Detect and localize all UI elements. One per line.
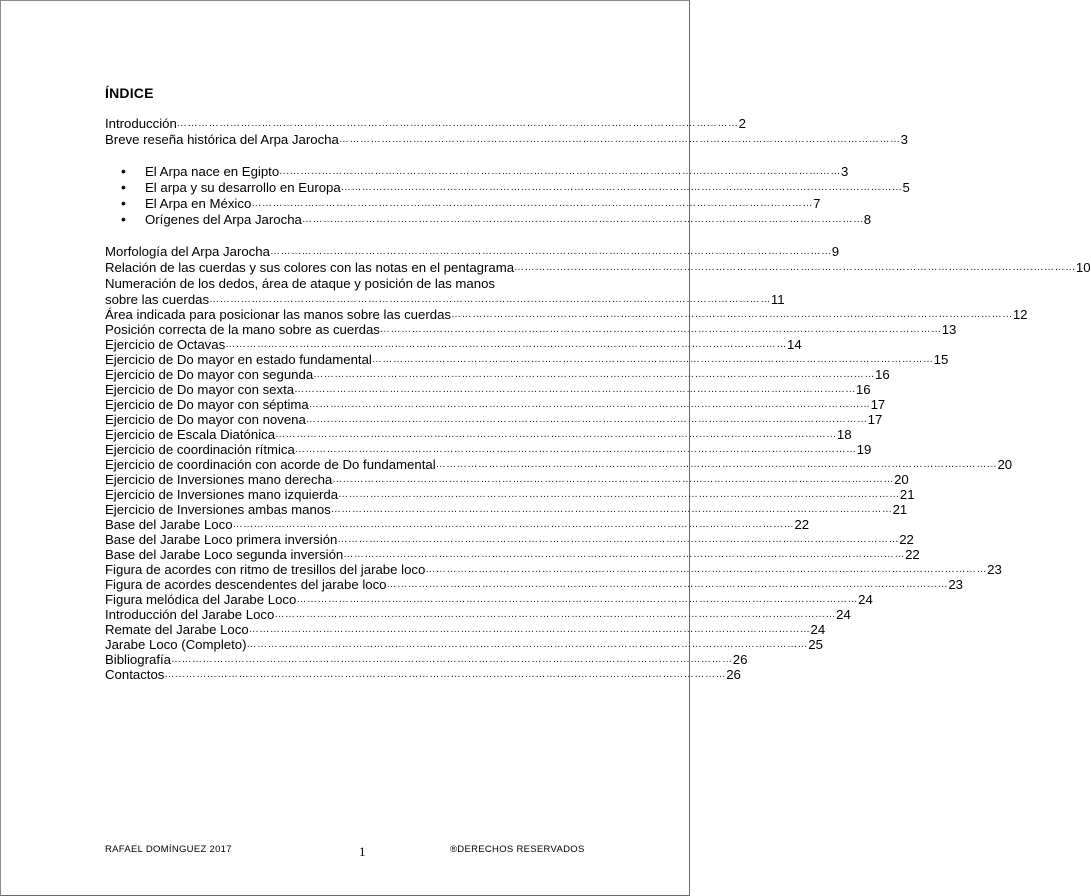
toc-entry <box>105 652 748 667</box>
toc-entry-page: 21 <box>899 487 915 502</box>
toc-subentry <box>121 211 872 227</box>
dot-leader: …………………………………………………………………………………………………………………………………………… <box>386 579 949 590</box>
dot-leader: …………………………………………………………………………………………………………………………………………… <box>269 246 832 257</box>
dot-leader: …………………………………………………………………………………………………………………………………………… <box>225 339 788 350</box>
toc-entry <box>105 322 957 337</box>
toc-entry <box>105 292 785 307</box>
page-title: ÍNDICE <box>105 85 154 101</box>
bullet-icon: • <box>121 195 126 211</box>
toc-entry-page: 22 <box>905 547 920 562</box>
toc-entry-label: Breve reseña histórica del Arpa Jarocha <box>105 132 339 147</box>
dot-leader: …………………………………………………………………………………………………………………………………………… <box>425 564 988 575</box>
dot-leader: …………………………………………………………………………………………………………………………………………… <box>301 214 864 225</box>
toc-entry-page: 26 <box>732 652 748 667</box>
toc-entry-label: Ejercicio de Do mayor con sexta <box>105 382 295 397</box>
dot-leader: …………………………………………………………………………………………………………………………………………… <box>274 609 837 620</box>
toc-entry-page: 16 <box>855 382 871 397</box>
toc-entry-label: Ejercicio de coordinación rítmica <box>105 442 295 457</box>
toc-entry <box>105 116 746 131</box>
toc-entry <box>105 412 883 427</box>
toc-entry <box>105 337 802 352</box>
toc-entry-label: Relación de las cuerdas y sus colores con las notas en el pentagrama <box>105 260 515 275</box>
toc-entry <box>105 607 851 622</box>
toc-entry-label: Figura de acordes descendentes del jarabe loco <box>105 577 387 592</box>
dot-leader: …………………………………………………………………………………………………………………………………………… <box>176 118 739 129</box>
dot-leader: …………………………………………………………………………………………………………………………………………… <box>313 369 875 380</box>
toc-entry-label: Ejercicio de Inversiones mano izquierda <box>105 487 339 502</box>
toc-entry-page: 24 <box>836 607 851 622</box>
toc-entry-label: Ejercicio de coordinación con acorde de Do fundamental <box>105 457 436 472</box>
toc-entry-label: Remate del Jarabe Loco <box>105 622 249 637</box>
toc-entry-page: 24 <box>810 622 826 637</box>
toc-entry <box>105 367 890 382</box>
toc-entry-page: 17 <box>867 412 883 427</box>
toc-entry-label: Posición correcta de la mano sobre as cuerdas <box>105 322 380 337</box>
toc-entry-page: 22 <box>899 532 914 547</box>
dot-leader: …………………………………………………………………………………………………………………………………………… <box>337 534 900 545</box>
bullet-icon: • <box>121 163 126 179</box>
dot-leader: …………………………………………………………………………………………………………………………………………… <box>330 504 893 515</box>
toc-entry <box>105 592 873 607</box>
toc-entry-page: 25 <box>808 637 823 652</box>
toc-entry <box>105 427 852 442</box>
toc-entry-label: Ejercicio de Do mayor en estado fundamental <box>105 352 372 367</box>
toc-entry-label: Orígenes del Arpa Jarocha <box>145 212 302 227</box>
toc-entry: Numeración de los dedos, área de ataque y posición de las manos <box>105 276 496 291</box>
dot-leader: …………………………………………………………………………………………………………………………………………… <box>371 354 934 365</box>
toc-entry-page: 12 <box>1012 307 1028 322</box>
toc-entry-label: Ejercicio de Inversiones mano derecha <box>105 472 333 487</box>
dot-leader: …………………………………………………………………………………………………………………………………………… <box>451 309 1013 320</box>
toc-entry-label: Base del Jarabe Loco primera inversión <box>105 532 338 547</box>
toc-entry <box>105 532 914 547</box>
toc-entry-label: Ejercicio de Do mayor con séptima <box>105 397 309 412</box>
toc-entry <box>105 382 871 397</box>
toc-entry <box>105 260 1091 275</box>
toc-entry-page: 13 <box>941 322 957 337</box>
toc-entry-page: 2 <box>738 116 746 131</box>
toc-entry-label: Contactos <box>105 667 165 682</box>
toc-entry <box>105 307 1028 322</box>
toc-entry-label: Figura de acordes con ritmo de tresillos del jarabe loco <box>105 562 426 577</box>
dot-leader: …………………………………………………………………………………………………………………………………………… <box>338 134 901 145</box>
toc-subentry <box>121 195 821 211</box>
toc-entry-page: 3 <box>840 164 849 179</box>
toc-entry-label: Ejercicio de Do mayor con segunda <box>105 367 314 382</box>
toc-entry-page: 18 <box>836 427 852 442</box>
toc-entry <box>105 442 872 457</box>
dot-leader: …………………………………………………………………………………………………………………………………………… <box>275 429 837 440</box>
dot-leader: …………………………………………………………………………………………………………………………………………… <box>279 166 841 177</box>
toc-entry-page: 23 <box>987 562 1002 577</box>
toc-entry-page: 7 <box>813 196 821 211</box>
toc-entry-page: 24 <box>858 592 873 607</box>
dot-leader: …………………………………………………………………………………………………………………………………………… <box>209 294 771 305</box>
toc-entry-label: Bibliografía <box>105 652 171 667</box>
toc-entry-label: El Arpa en México <box>145 196 252 211</box>
toc-entry-label: Base del Jarabe Loco <box>105 517 233 532</box>
dot-leader: …………………………………………………………………………………………………………………………………………… <box>379 324 942 335</box>
dot-leader: …………………………………………………………………………………………………………………………………………… <box>170 654 733 665</box>
dot-leader: …………………………………………………………………………………………………………………………………………… <box>332 474 895 485</box>
toc-entry-page: 5 <box>902 180 910 195</box>
footer-page-number: 1 <box>359 844 366 859</box>
toc-entry-page: 22 <box>794 517 810 532</box>
toc-entry-page: 17 <box>870 397 886 412</box>
dot-leader: …………………………………………………………………………………………………………………………………………… <box>308 399 871 410</box>
toc-entry <box>105 622 826 637</box>
toc-entry-page: 23 <box>948 577 964 592</box>
toc-entry-page: 10 <box>1075 260 1091 275</box>
toc-entry-label: Introducción del Jarabe Loco <box>105 607 275 622</box>
toc-entry-page: 11 <box>770 292 785 307</box>
dot-leader: …………………………………………………………………………………………………………………………………………… <box>343 549 906 560</box>
toc-entry-page: 26 <box>726 667 741 682</box>
toc-entry-page: 21 <box>892 502 908 517</box>
toc-entry-label: Introducción <box>105 116 177 131</box>
toc-entry-label: El Arpa nace en Egipto <box>145 164 280 179</box>
footer-rights: ®DERECHOS RESERVADOS <box>450 844 585 855</box>
toc-entry-page: 20 <box>997 457 1013 472</box>
toc-entry-label: Ejercicio de Do mayor con novena <box>105 412 306 427</box>
toc-entry-label: El arpa y su desarrollo en Europa <box>145 180 341 195</box>
bullet-icon: • <box>121 211 126 227</box>
dot-leader: …………………………………………………………………………………………………………………………………………… <box>164 669 727 680</box>
dot-leader: …………………………………………………………………………………………………………………………………………… <box>294 444 857 455</box>
dot-leader: …………………………………………………………………………………………………………………………………………… <box>294 384 856 395</box>
toc-entry-page: 3 <box>900 132 908 147</box>
dot-leader: …………………………………………………………………………………………………………………………………………… <box>340 182 903 193</box>
dot-leader: …………………………………………………………………………………………………………………………………………… <box>248 624 811 635</box>
toc-entry-page: 9 <box>831 244 840 259</box>
toc-entry <box>105 397 886 412</box>
toc-entry <box>105 547 920 562</box>
toc-entry-label: Morfología del Arpa Jarocha <box>105 244 270 259</box>
dot-leader: …………………………………………………………………………………………………………………………………………… <box>296 594 859 605</box>
toc-entry <box>105 244 840 259</box>
toc-entry-label: Base del Jarabe Loco segunda inversión <box>105 547 344 562</box>
toc-entry-label: Jarabe Loco (Completo) <box>105 637 247 652</box>
toc-entry <box>105 457 1013 472</box>
dot-leader: …………………………………………………………………………………………………………………………………………… <box>338 489 900 500</box>
dot-leader: …………………………………………………………………………………………………………………………………………… <box>246 639 809 650</box>
dot-leader: …………………………………………………………………………………………………………………………………………… <box>251 198 814 209</box>
dot-leader: …………………………………………………………………………………………………………………………………………… <box>305 414 868 425</box>
toc-entry-label: Ejercicio de Octavas <box>105 337 226 352</box>
toc-entry <box>105 562 1002 577</box>
toc-entry <box>105 352 949 367</box>
toc-entry <box>105 132 908 147</box>
toc-subentry <box>121 163 849 179</box>
bullet-icon: • <box>121 179 126 195</box>
toc-entry-page: 14 <box>787 337 802 352</box>
toc-entry-page: 15 <box>933 352 949 367</box>
footer-author: RAFAEL DOMÍNGUEZ 2017 <box>105 844 232 855</box>
toc-entry-label: sobre las cuerdas <box>105 292 210 307</box>
toc-entry-label: Figura melódica del Jarabe Loco <box>105 592 297 607</box>
dot-leader: …………………………………………………………………………………………………………………………………………… <box>435 459 998 470</box>
toc-entry-page: 19 <box>856 442 872 457</box>
toc-entry <box>105 517 810 532</box>
toc-entry <box>105 487 915 502</box>
toc-entry-label: Ejercicio de Escala Diatónica <box>105 427 276 442</box>
toc-entry-page: 8 <box>863 212 872 227</box>
toc-entry-label: Ejercicio de Inversiones ambas manos <box>105 502 331 517</box>
toc-entry <box>105 502 908 517</box>
toc-entry <box>105 472 909 487</box>
toc-entry <box>105 667 741 682</box>
toc-subentry <box>121 179 910 195</box>
dot-leader: …………………………………………………………………………………………………………………………………………… <box>232 519 795 530</box>
toc-entry-page: 16 <box>875 367 890 382</box>
toc-entry-page: 20 <box>894 472 909 487</box>
toc-entry-label: Área indicada para posicionar las manos sobre las cuerdas <box>105 307 451 322</box>
dot-leader: …………………………………………………………………………………………………………………………………………… <box>514 262 1076 273</box>
toc-entry <box>105 577 964 592</box>
toc-entry <box>105 637 823 652</box>
